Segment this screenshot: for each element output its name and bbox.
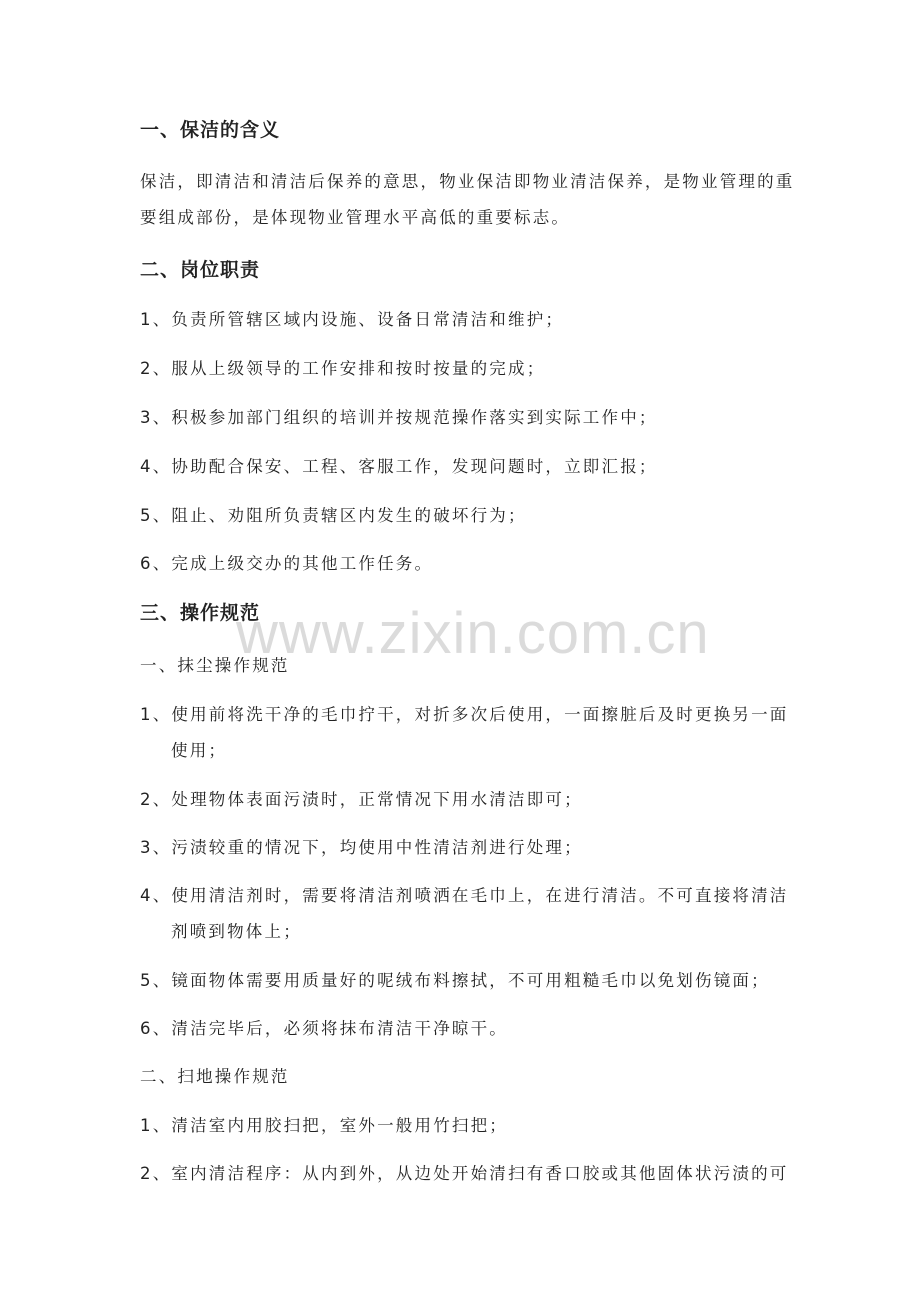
paragraph-line: 要组成部份，是体现物业管理水平高低的重要标志。 bbox=[140, 208, 571, 227]
dusting-item: 4、使用清洁剂时，需要将清洁剂喷洒在毛巾上，在进行清洁。不可直接将清洁 bbox=[140, 886, 789, 905]
subsection-title-sweeping: 二、扫地操作规范 bbox=[140, 1067, 290, 1086]
dusting-item: 5、镜面物体需要用质量好的呢绒布料擦拭，不可用粗糙毛巾以免划伤镜面； bbox=[140, 971, 770, 990]
sweeping-item: 2、室内清洁程序：从内到外，从边处开始清扫有香口胶或其他固体状污渍的可 bbox=[140, 1164, 789, 1183]
section-heading-duties: 二、岗位职责 bbox=[140, 259, 261, 281]
duty-item: 3、积极参加部门组织的培训并按规范操作落实到实际工作中； bbox=[140, 408, 658, 427]
duty-item: 5、阻止、劝阻所负责辖区内发生的破坏行为； bbox=[140, 506, 527, 525]
dusting-item-continuation: 剂喷到物体上； bbox=[171, 922, 302, 941]
dusting-item: 3、污渍较重的情况下，均使用中性清洁剂进行处理； bbox=[140, 838, 583, 857]
section-heading-meaning: 一、保洁的含义 bbox=[140, 119, 281, 141]
dusting-item: 6、清洁完毕后，必须将抹布清洁干净晾干。 bbox=[140, 1019, 508, 1038]
duty-item: 4、协助配合保安、工程、客服工作，发现问题时，立即汇报； bbox=[140, 457, 658, 476]
dusting-item: 2、处理物体表面污渍时，正常情况下用水清洁即可； bbox=[140, 790, 583, 809]
subsection-title-dusting: 一、抹尘操作规范 bbox=[140, 656, 290, 675]
watermark: www.zixin.com.cn bbox=[236, 601, 710, 666]
duty-item: 2、服从上级领导的工作安排和按时按量的完成； bbox=[140, 359, 546, 378]
section-heading-operations: 三、操作规范 bbox=[140, 602, 261, 624]
paragraph-line: 保洁，即清洁和清洁后保养的意思，物业保洁即物业清洁保养，是物业管理的重 bbox=[140, 172, 795, 191]
sweeping-item: 1、清洁室内用胶扫把，室外一般用竹扫把； bbox=[140, 1116, 508, 1135]
dusting-item: 1、使用前将洗干净的毛巾拧干，对折多次后使用，一面擦脏后及时更换另一面 bbox=[140, 705, 789, 724]
duty-item: 6、完成上级交办的其他工作任务。 bbox=[140, 554, 434, 573]
dusting-item-continuation: 使用； bbox=[171, 741, 228, 760]
duty-item: 1、负责所管辖区域内设施、设备日常清洁和维护； bbox=[140, 310, 565, 329]
